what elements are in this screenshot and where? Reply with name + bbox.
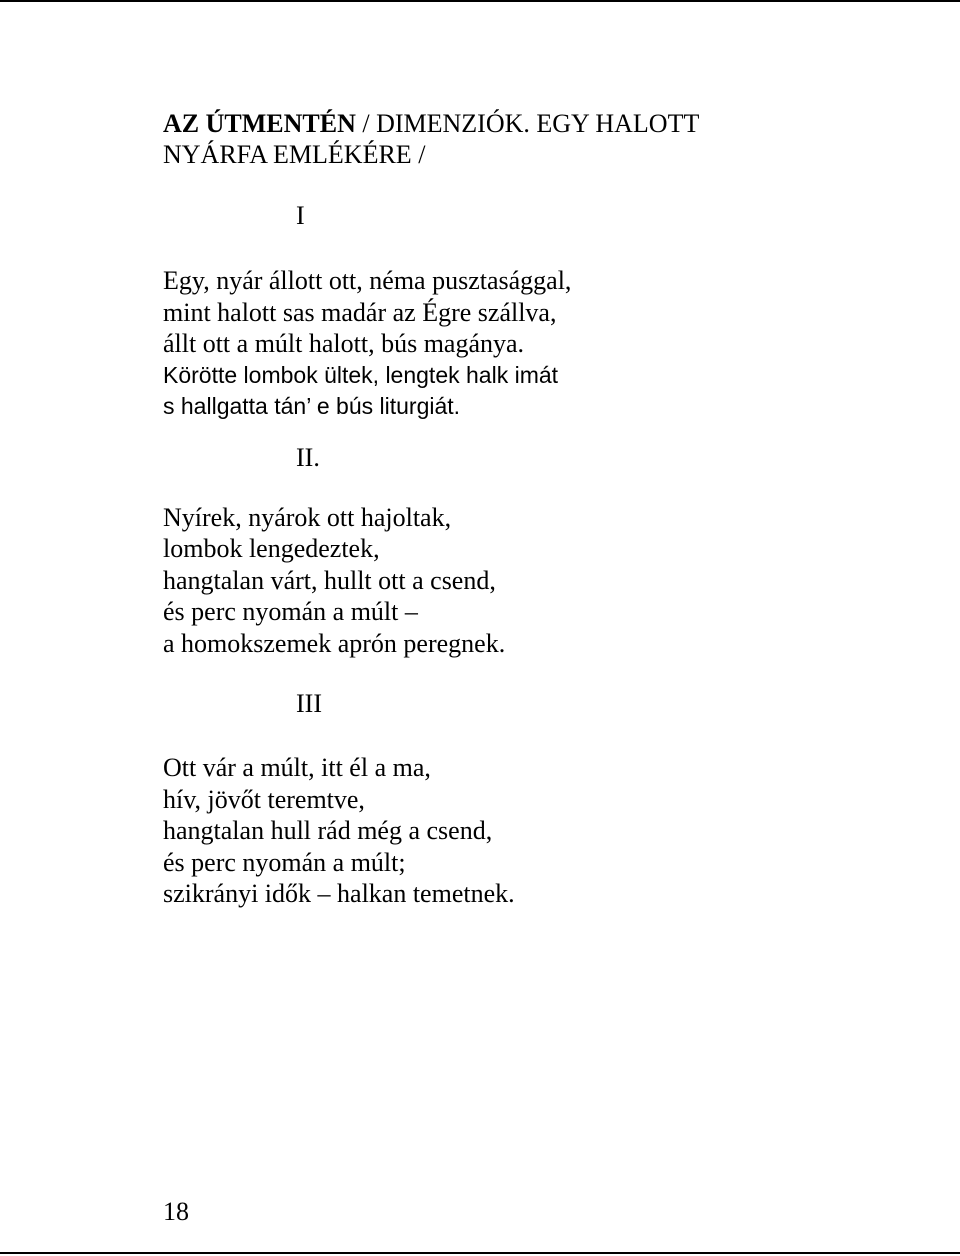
poem-title (163, 108, 863, 170)
stanza-2 (163, 502, 863, 660)
stanza-1-line: állt ott a múlt halott, bús magánya. (163, 329, 525, 358)
stanza-1-line: s hallgatta tán’ e bús liturgiát. (163, 393, 461, 419)
top-rule (0, 0, 960, 2)
stanza-3-line: hív, jövőt teremtve, (163, 784, 365, 814)
poem-title-bold: AZ ÚTMENTÉN (163, 109, 356, 138)
stanza-2-line: és perc nyomán a múlt – (163, 597, 418, 626)
stanza-1-line: Körötte lombok ültek, lengtek halk imát (163, 361, 559, 388)
section-number-3: III (296, 689, 322, 718)
stanza-3-line: Ott vár a múlt, itt él a ma, (163, 753, 431, 782)
stanza-3 (163, 752, 863, 910)
stanza-2-line: a homokszemek aprón peregnek. (163, 628, 506, 658)
section-number-1: I (296, 201, 305, 230)
poem-page (163, 108, 863, 910)
stanza-3-line: és perc nyomán a múlt; (163, 847, 406, 877)
stanza-2-line: lombok lengedeztek, (163, 534, 380, 563)
stanza-1-line: mint halott sas madár az Égre szállva, (163, 297, 557, 327)
stanza-2-line: hangtalan várt, hullt ott a csend, (163, 565, 496, 595)
stanza-2-line: Nyírek, nyárok ott hajoltak, (163, 502, 452, 532)
stanza-1 (163, 265, 863, 423)
page-number: 18 (163, 1197, 189, 1226)
poem-title-line2: NYÁRFA EMLÉKÉRE / (163, 140, 426, 169)
bottom-rule (0, 1252, 960, 1254)
section-number-2: II. (296, 442, 320, 472)
stanza-3-line: hangtalan hull rád még a csend, (163, 816, 493, 845)
stanza-1-line: Egy, nyár állott ott, néma pusztasággal, (163, 266, 572, 295)
stanza-3-line: szikrányi idők – halkan temetnek. (163, 879, 515, 908)
poem-title-rest: / DIMENZIÓK. EGY HALOTT (355, 109, 700, 138)
